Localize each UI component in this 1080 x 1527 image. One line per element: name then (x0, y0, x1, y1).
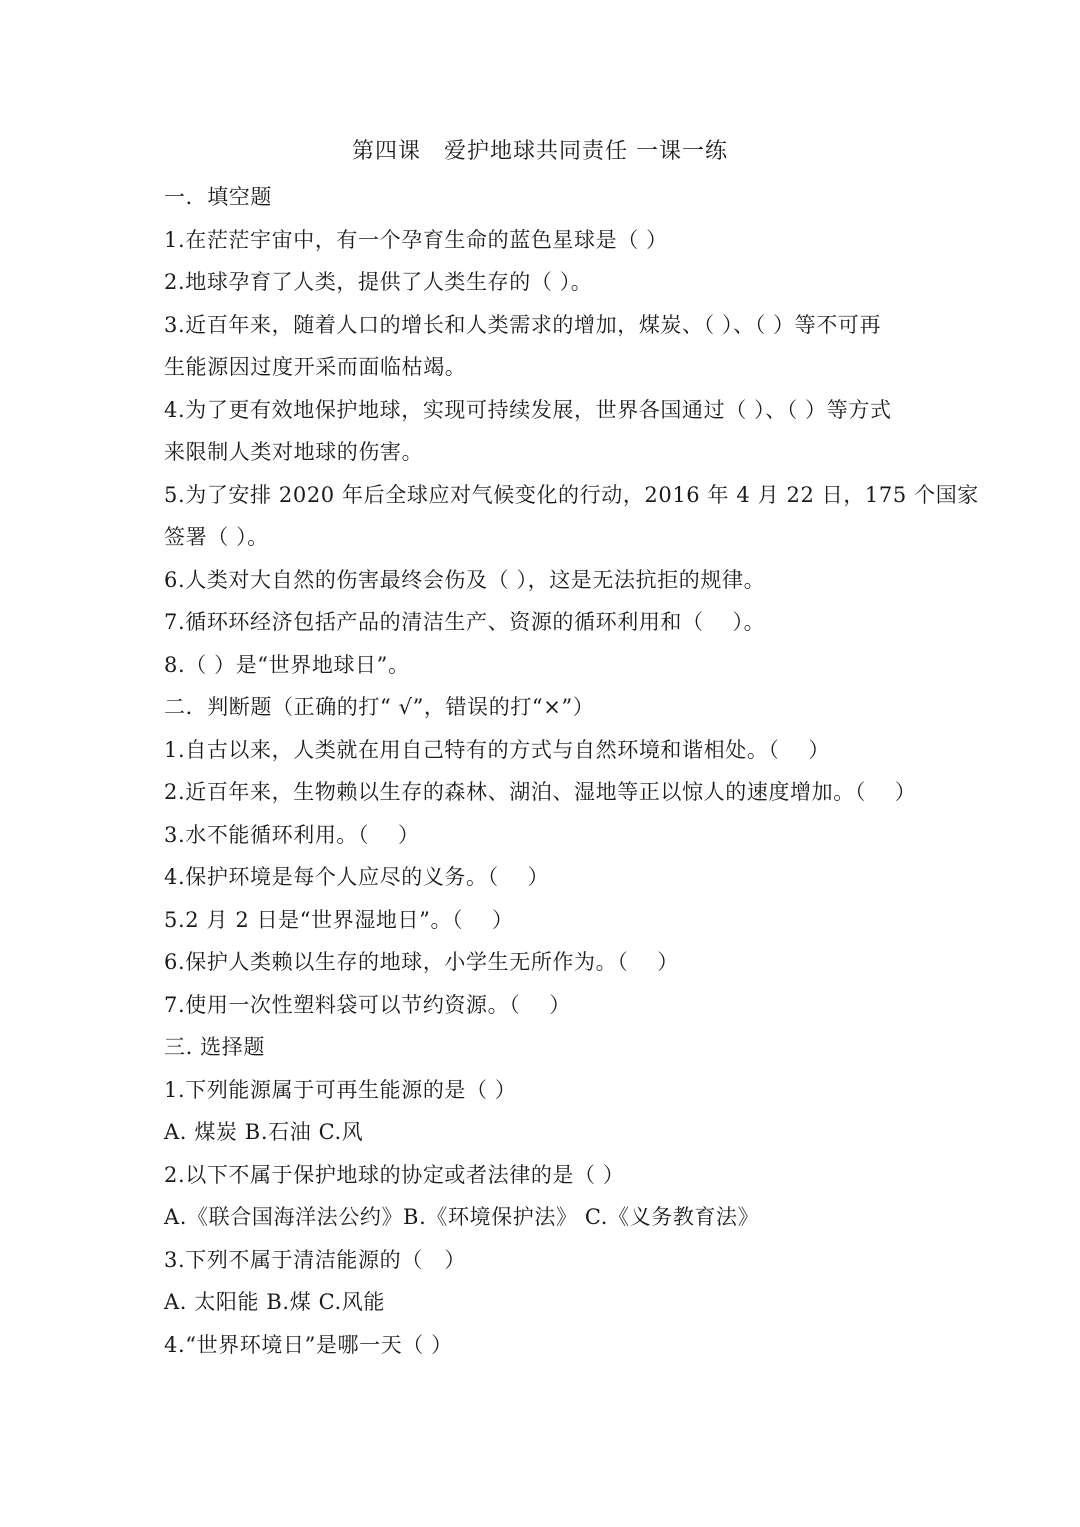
question-line: 1.在茫茫宇宙中，有一个孕育生命的蓝色星球是（ ） (164, 227, 668, 252)
question-line: 签署（ ）。 (164, 525, 269, 549)
question-line: 1.自古以来，人类就在用自己特有的方式与自然环境和谐相处。（ ） (164, 737, 831, 762)
option-line: A. 煤炭 B.石油 C.风 (164, 1120, 364, 1144)
question-line: 来限制人类对地球的伤害。 (164, 440, 424, 464)
question-line: 生能源因过度开采而面临枯竭。 (164, 355, 467, 379)
question-line: 6.人类对大自然的伤害最终会伤及（ ），这是无法抗拒的规律。 (164, 567, 766, 592)
question-line: 2.以下不属于保护地球的协定或者法律的是（ ） (164, 1162, 625, 1187)
question-line: 6.保护人类赖以生存的地球，小学生无所作为。（ ） (164, 950, 679, 974)
option-line: A. 太阳能 B.煤 C.风能 (164, 1290, 385, 1314)
page-title: 第四课 爱护地球共同责任 一课一练 (352, 139, 728, 164)
question-line: 7.使用一次性塑料袋可以节约资源。（ ） (164, 992, 571, 1017)
question-line: 3.近百年来，随着人口的增长和人类需求的增加，煤炭、（ ）、（ ）等不可再 (164, 312, 882, 337)
question-line: 5.2 月 2 日是“世界湿地日”。（ ） (164, 907, 514, 932)
question-line: 3.水不能循环利用。（ ） (164, 822, 420, 847)
section-heading-multiple-choice: 三. 选择题 (164, 1035, 265, 1059)
question-line: 2.地球孕育了人类，提供了人类生存的（ ）。 (164, 270, 593, 294)
section-heading-fill-blank: 一．填空题 (164, 185, 272, 209)
question-line: 7.循环环经济包括产品的清洁生产、资源的循环利用和（ ）。 (164, 610, 766, 634)
question-line: 4.为了更有效地保护地球，实现可持续发展，世界各国通过（ ）、（ ）等方式 (164, 397, 892, 422)
option-line: A.《联合国海洋法公约》B.《环境保护法》 C.《义务教育法》 (164, 1205, 760, 1229)
question-line: 5.为了安排 2020 年后全球应对气候变化的行动，2016 年 4 月 22 日，175 个国家 (164, 482, 979, 507)
question-line: 4.保护环境是每个人应尽的义务。（ ） (164, 865, 550, 889)
question-line: 3.下列不属于清洁能源的（ ） (164, 1247, 467, 1272)
question-line: 2.近百年来，生物赖以生存的森林、湖泊、湿地等正以惊人的速度增加。（ ） (164, 780, 917, 804)
worksheet-content (164, 176, 979, 1366)
question-line: 8.（ ）是“世界地球日”。 (164, 652, 410, 677)
question-line: 1.下列能源属于可再生能源的是（ ） (164, 1077, 517, 1102)
question-line: 4.“世界环境日”是哪一天（ ） (164, 1332, 453, 1357)
section-heading-true-false: 二．判断题（正确的打“ √”，错误的打“×”） (164, 695, 595, 719)
